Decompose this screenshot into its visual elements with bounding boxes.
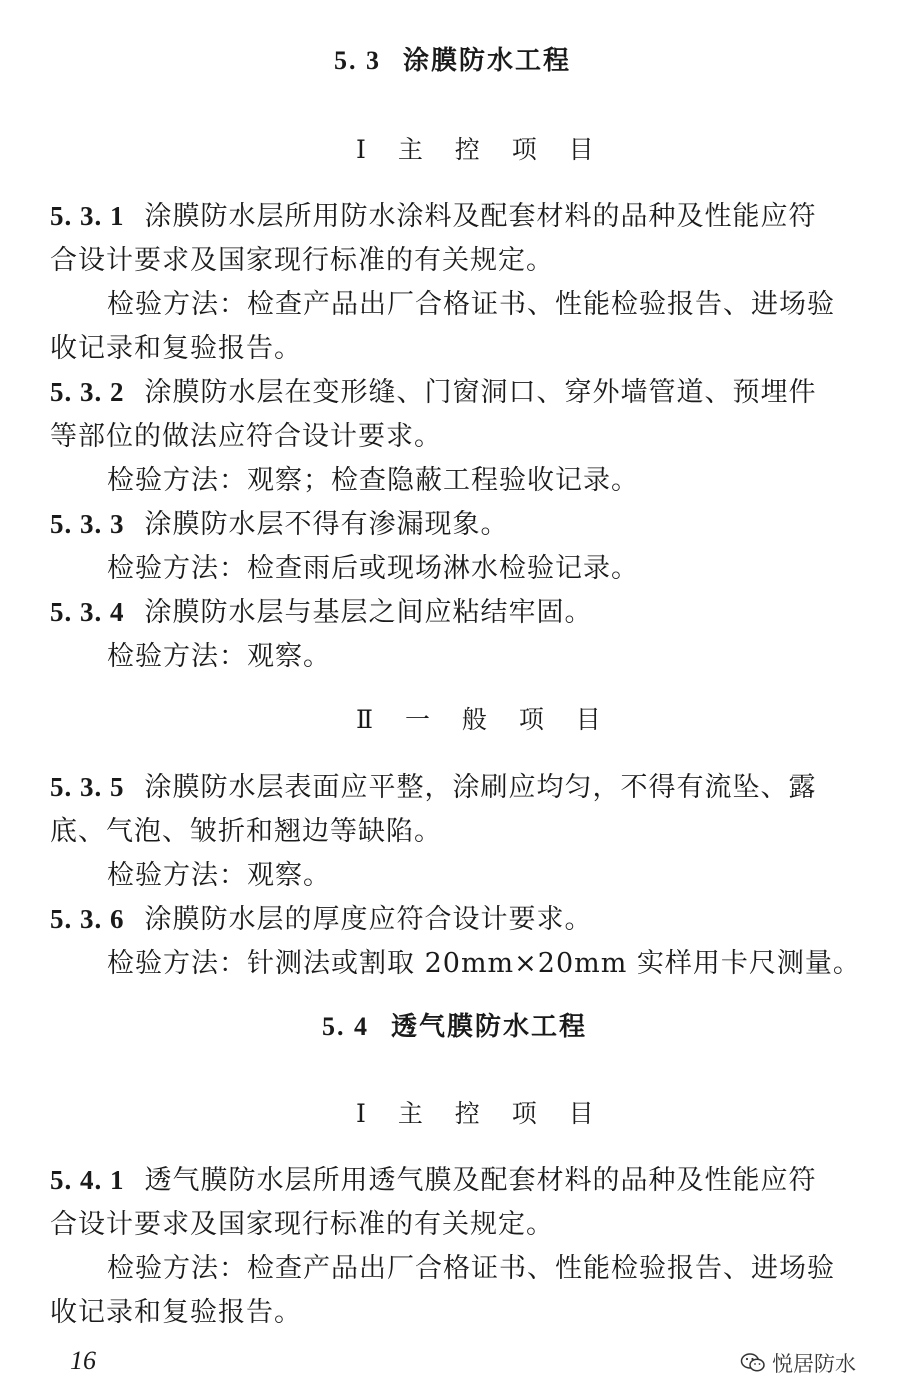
inspection-method: 检验方法：检查产品出厂合格证书、性能检验报告、进场验 — [107, 1253, 835, 1284]
clause-text-cont: 底、气泡、皱折和翘边等缺陷。 — [50, 816, 442, 847]
wechat-icon — [740, 1352, 766, 1374]
inspection-method: 检验方法：观察。 — [107, 860, 331, 891]
clause-number: 5. 3. 2 — [50, 377, 125, 407]
clause-number: 5. 3. 5 — [50, 772, 125, 802]
main-items-heading: Ⅰ 主 控 项 目 — [356, 1099, 606, 1128]
section-number: 5. 4 — [322, 1012, 369, 1041]
clause-5-3-1 — [50, 194, 817, 233]
clause-5-3-3 — [50, 502, 509, 541]
clause-number: 5. 3. 3 — [50, 509, 125, 539]
inspection-method-cont: 收记录和复验报告。 — [50, 333, 302, 364]
clause-5-3-5 — [50, 765, 817, 804]
clause-number: 5. 3. 6 — [50, 904, 125, 934]
watermark — [740, 1348, 856, 1378]
clause-5-3-4 — [50, 590, 593, 629]
clause-number: 5. 4. 1 — [50, 1165, 125, 1195]
inspection-method-cont: 收记录和复验报告。 — [50, 1297, 302, 1328]
inspection-method: 检验方法：检查产品出厂合格证书、性能检验报告、进场验 — [107, 289, 835, 320]
main-items-heading: Ⅰ 主 控 项 目 — [356, 135, 606, 164]
clause-text-cont: 合设计要求及国家现行标准的有关规定。 — [50, 1209, 554, 1240]
clause-text-cont: 合设计要求及国家现行标准的有关规定。 — [50, 245, 554, 276]
clause-5-3-6 — [50, 897, 593, 936]
inspection-method: 检验方法：针测法或割取 20mm×20mm 实样用卡尺测量。 — [107, 948, 861, 979]
section-5-4-heading — [322, 1006, 587, 1043]
section-title: 涂膜防水工程 — [403, 46, 572, 76]
section-title: 透气膜防水工程 — [391, 1012, 588, 1042]
clause-text: 涂膜防水层在变形缝、门窗洞口、穿外墙管道、预埋件 — [144, 377, 817, 408]
watermark-text: 悦居防水 — [772, 1352, 856, 1376]
clause-5-3-2 — [50, 370, 817, 409]
inspection-method: 检验方法：检查雨后或现场淋水检验记录。 — [107, 553, 639, 584]
clause-text: 涂膜防水层与基层之间应粘结牢固。 — [144, 597, 593, 628]
inspection-method: 检验方法：观察；检查隐蔽工程验收记录。 — [107, 465, 639, 496]
clause-number: 5. 3. 1 — [50, 201, 125, 231]
section-number: 5. 3 — [334, 46, 381, 75]
clause-text: 涂膜防水层所用防水涂料及配套材料的品种及性能应符 — [144, 201, 817, 232]
clause-text: 透气膜防水层所用透气膜及配套材料的品种及性能应符 — [144, 1165, 817, 1196]
section-5-3-heading — [334, 40, 571, 77]
clause-number: 5. 3. 4 — [50, 597, 125, 627]
clause-text: 涂膜防水层不得有渗漏现象。 — [144, 509, 509, 540]
inspection-method: 检验方法：观察。 — [107, 641, 331, 672]
clause-text: 涂膜防水层的厚度应符合设计要求。 — [144, 904, 593, 935]
general-items-heading: Ⅱ 一 般 项 目 — [356, 705, 613, 734]
clause-text-cont: 等部位的做法应符合设计要求。 — [50, 421, 442, 452]
clause-text: 涂膜防水层表面应平整，涂刷应均匀，不得有流坠、露 — [144, 772, 817, 803]
page-number: 16 — [70, 1346, 96, 1375]
clause-5-4-1 — [50, 1158, 817, 1197]
